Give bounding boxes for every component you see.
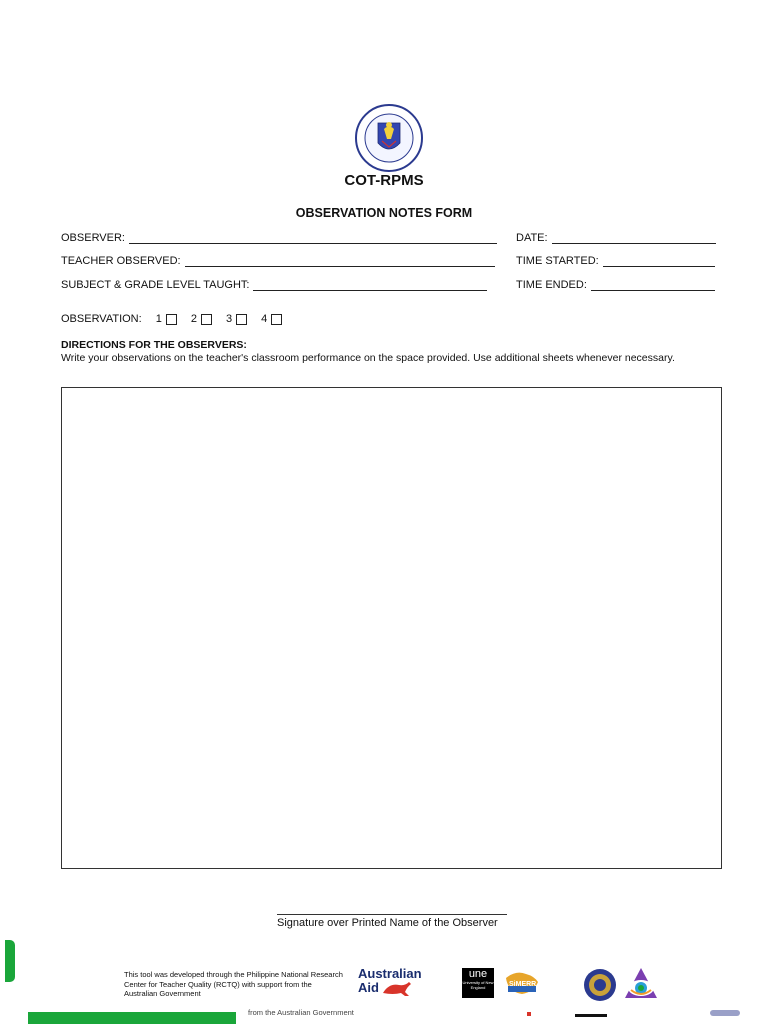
observation-option-1[interactable]: 1 — [156, 313, 177, 325]
time-ended-label: TIME ENDED: — [516, 279, 587, 291]
observer-field[interactable] — [61, 232, 497, 244]
teacher-observed-field[interactable] — [61, 255, 495, 267]
date-blank[interactable] — [552, 233, 716, 244]
page-title: COT-RPMS — [344, 172, 424, 189]
signature-label: Signature over Printed Name of the Observer — [277, 917, 498, 929]
date-field[interactable] — [516, 232, 716, 244]
directions-heading: DIRECTIONS FOR THE OBSERVERS: — [61, 339, 247, 351]
footer-credit: This tool was developed through the Philippine National Research Center for Teacher Quality (RCTQ) with support from the Australian Government — [124, 970, 343, 998]
une-logo: une University of New England — [462, 968, 494, 998]
cutoff-mark-blue — [710, 1010, 740, 1016]
subject-grade-label: SUBJECT & GRADE LEVEL TAUGHT: — [61, 279, 250, 291]
footer-credit-ghost: from the Australian Government — [248, 1008, 354, 1017]
directions-text: Write your observations on the teacher's classroom performance on the space provided. Use additional sheets whenever necessary. — [61, 352, 675, 364]
observer-blank[interactable] — [129, 233, 497, 244]
green-accent-bar-left — [5, 940, 15, 982]
subject-grade-blank[interactable] — [253, 280, 487, 291]
observation-option-4[interactable]: 4 — [261, 313, 282, 325]
observation-notes-box[interactable] — [61, 387, 722, 869]
australian-aid-logo: Australian Aid — [358, 966, 422, 995]
teacher-observed-label: TEACHER OBSERVED: — [61, 255, 181, 267]
observation-row — [61, 313, 282, 325]
observation-label: OBSERVATION: — [61, 313, 142, 325]
signature-line[interactable] — [277, 914, 507, 915]
green-accent-bar-bottom — [28, 1012, 236, 1024]
time-ended-field[interactable] — [516, 279, 715, 291]
checkbox-1[interactable] — [166, 314, 177, 325]
time-ended-blank[interactable] — [591, 280, 715, 291]
time-started-blank[interactable] — [603, 256, 715, 267]
date-label: DATE: — [516, 232, 548, 244]
observation-option-3[interactable]: 3 — [226, 313, 247, 325]
deped-seal-icon — [354, 103, 424, 173]
kangaroo-icon — [379, 980, 419, 996]
time-started-field[interactable] — [516, 255, 715, 267]
checkbox-3[interactable] — [236, 314, 247, 325]
teacher-observed-blank[interactable] — [185, 256, 495, 267]
eye-logo-icon — [623, 966, 659, 1002]
checkbox-2[interactable] — [201, 314, 212, 325]
cutoff-mark-black — [575, 1014, 607, 1017]
cutoff-mark-red — [527, 1012, 531, 1016]
subject-grade-field[interactable] — [61, 279, 487, 291]
observation-option-2[interactable]: 2 — [191, 313, 212, 325]
university-seal-icon — [583, 968, 617, 1002]
form-subtitle: OBSERVATION NOTES FORM — [295, 206, 473, 220]
checkbox-4[interactable] — [271, 314, 282, 325]
observer-label: OBSERVER: — [61, 232, 125, 244]
time-started-label: TIME STARTED: — [516, 255, 599, 267]
simerr-text: SiMERR — [509, 981, 537, 988]
